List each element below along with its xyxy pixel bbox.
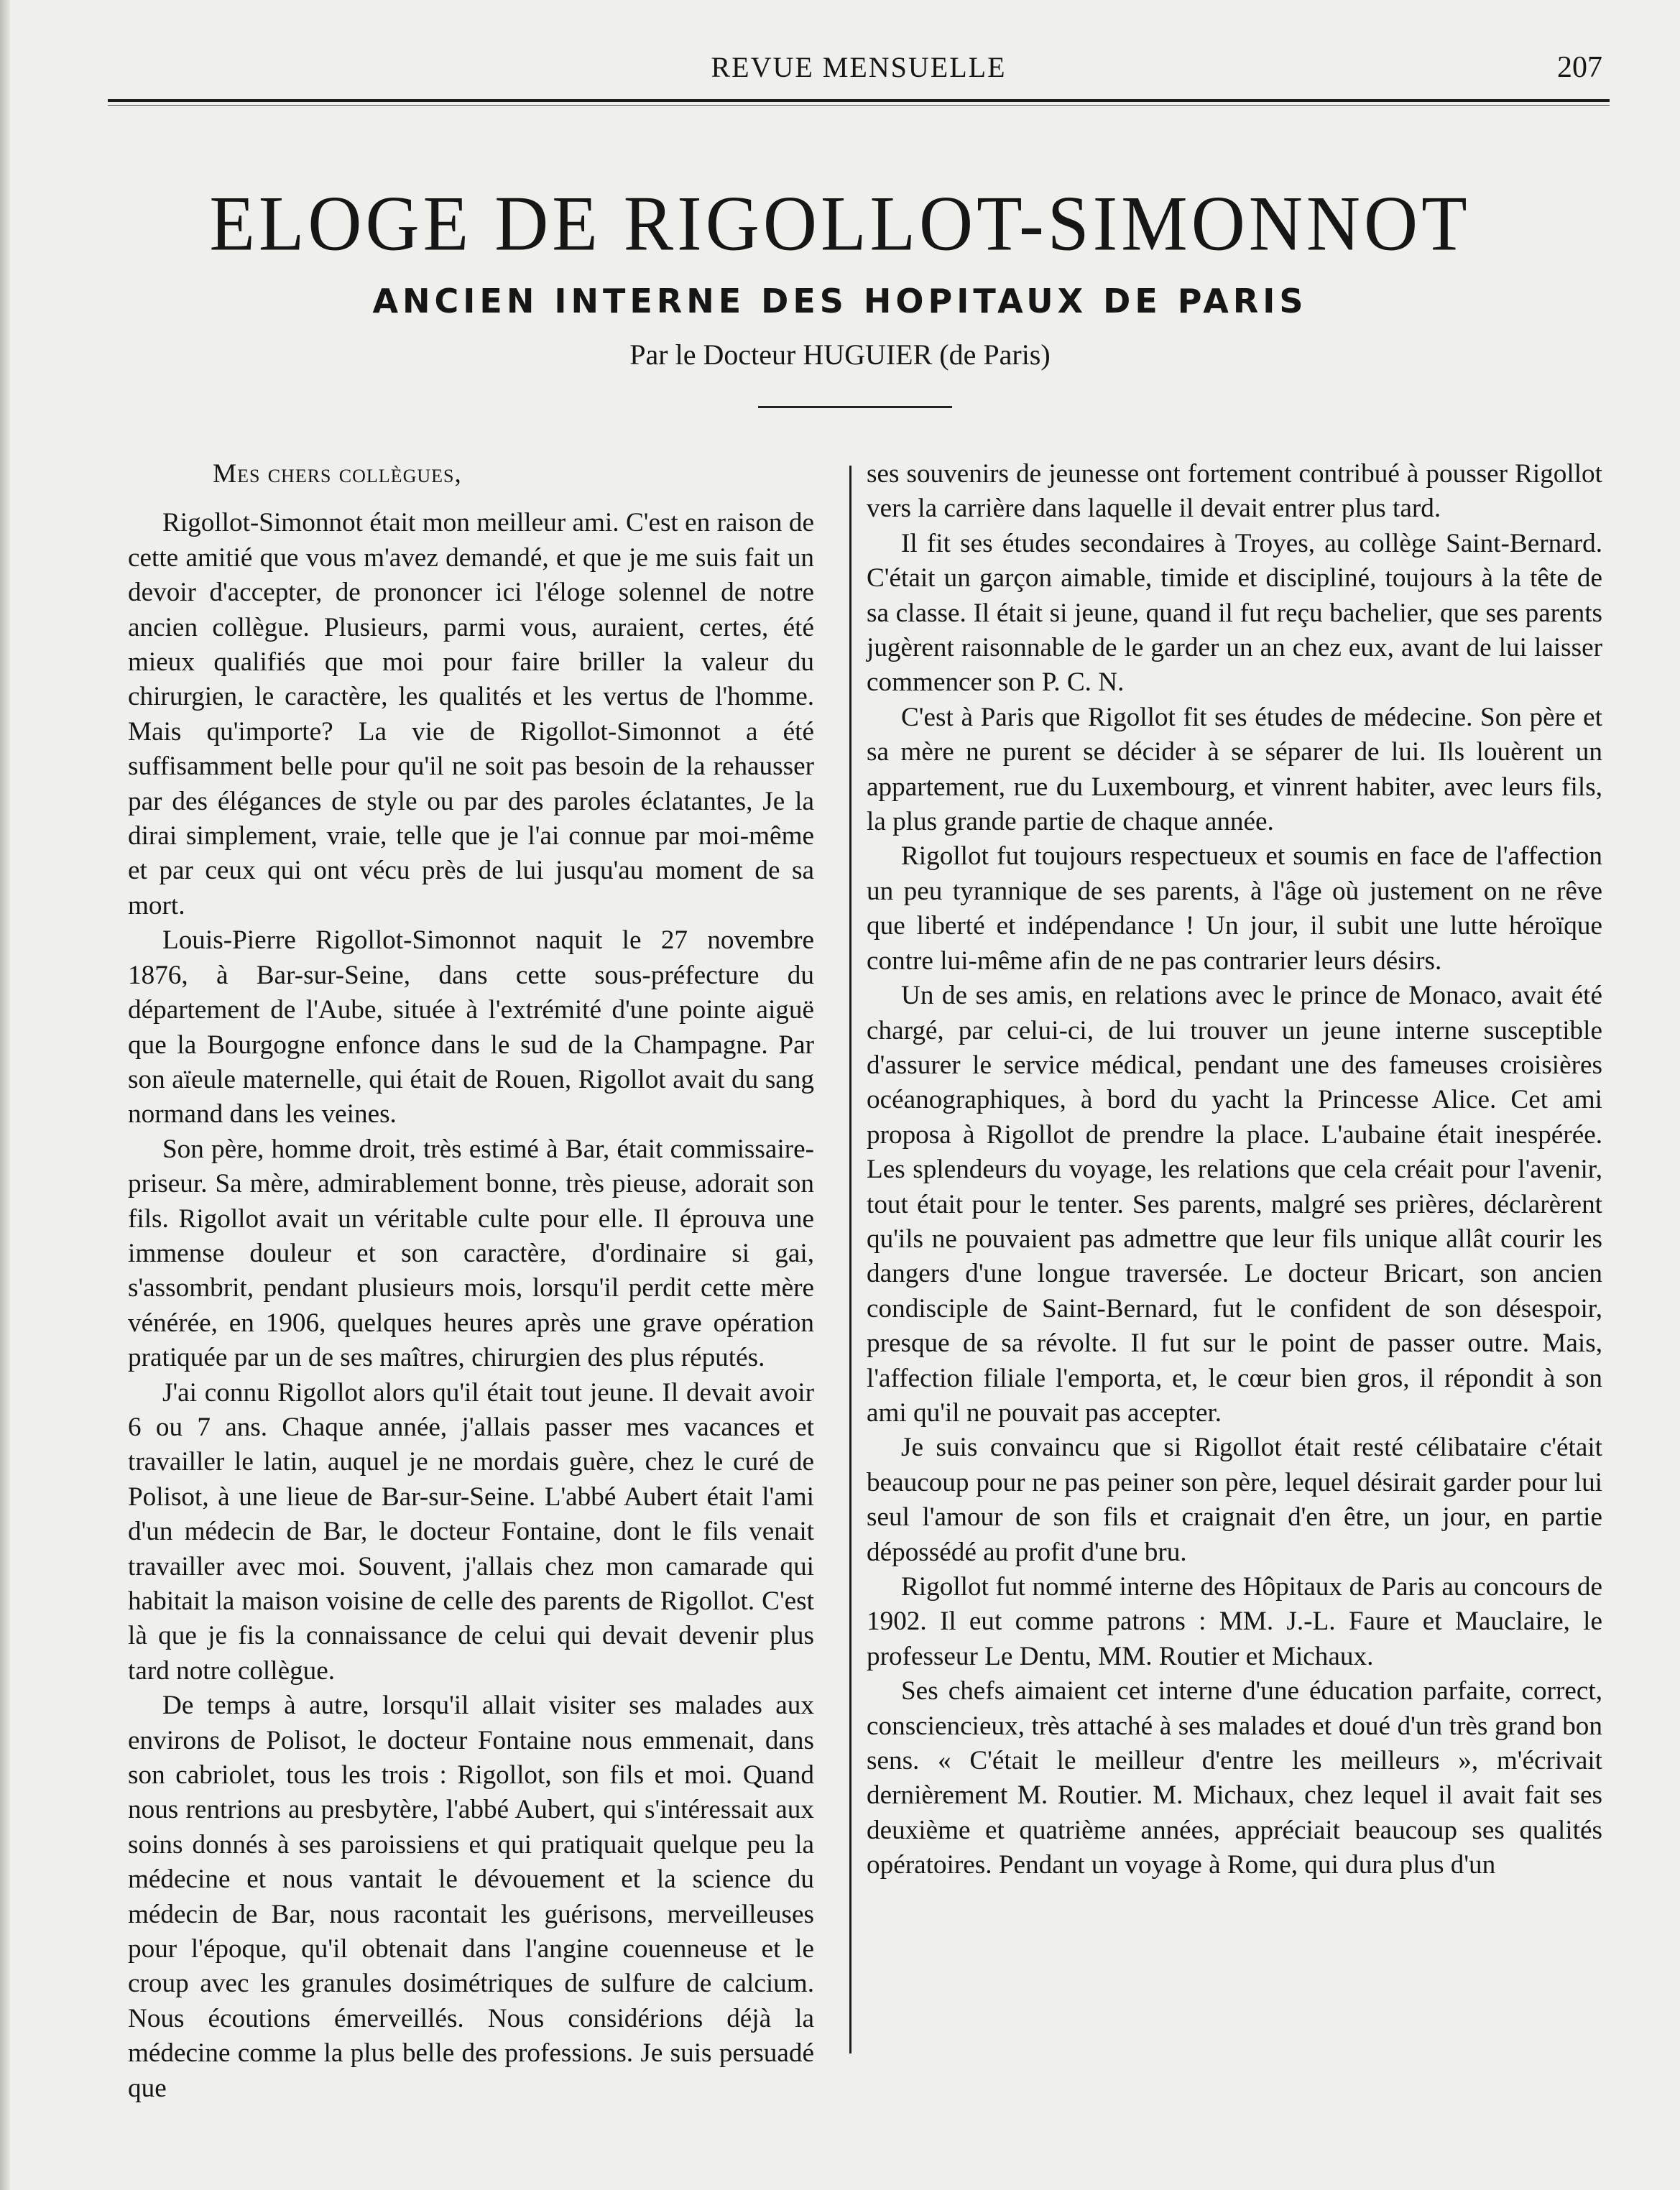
column-divider xyxy=(849,466,851,2053)
running-title: REVUE MENSUELLE xyxy=(711,51,1007,83)
article-byline: Par le Docteur HUGUIER (de Paris) xyxy=(629,338,1051,371)
article-subtitle: ANCIEN INTERNE DES HOPITAUX DE PARIS xyxy=(372,282,1308,320)
paragraph: Son père, homme droit, très estimé à Bar, était commissaire-priseur. Sa mère, admirablement bonne, très pieuse, adorait son fils. Rigollot avait un véritable culte pour elle. Il éprouva une immense douleur et son caractère, d'ordinaire si gai, s'assombrit, pendant plusieurs mois, lorsqu'il perdit cette mère vénérée, en 1906, quelques heures après une grave opération pratiquée par un de ses maîtres, chirurgien des plus réputés. xyxy=(128,1134,814,1373)
right-column xyxy=(867,457,1602,1883)
title-separator-rule xyxy=(758,406,952,408)
paragraph: Rigollot fut nommé interne des Hôpitaux de Paris au concours de 1902. Il eut comme patrons : MM. J.-L. Faure et Mauclaire, le professeur Le Dentu, MM. Routier et Michaux. xyxy=(867,1572,1602,1671)
paragraph: Rigollot fut toujours respectueux et soumis en face de l'affection un peu tyrannique de ses parents, à l'âge où justement on ne rêve que liberté et indépendance ! Un jour, il subit une lutte héroïque contre lui-même afin de ne pas contrarier leurs désirs. xyxy=(867,841,1602,976)
article-title: ELOGE DE RIGOLLOT-SIMONNOT xyxy=(209,180,1471,267)
paragraph: Il fit ses études secondaires à Troyes, au collège Saint-Bernard. C'était un garçon aimable, timide et discipliné, toujours à la tête de sa classe. Il était si jeune, quand il fut reçu bachelier, que ses parents jugèrent raisonnable de le garder un an chez eux, avant de lui laisser commencer son P. C. N. xyxy=(867,528,1602,698)
header-rule-thin xyxy=(108,105,1610,106)
page-number: 207 xyxy=(1557,51,1602,84)
paragraph: J'ai connu Rigollot alors qu'il était tout jeune. Il devait avoir 6 ou 7 ans. Chaque année, j'allais passer mes vacances et travailler le latin, auquel je ne mordais guère, chez le curé de Polisot, à une lieue de Bar-sur-Seine. L'abbé Aubert était l'ami d'un médecin de Bar, le docteur Fontaine, dont le fils venait travailler avec moi. Souvent, j'allais chez mon camarade qui habitait la maison voisine de celle des parents de Rigollot. C'est là que je fis la connaissance de celui qui devait devenir plus tard notre collègue. xyxy=(128,1377,814,1686)
paragraph: Ses chefs aimaient cet interne d'une éducation parfaite, correct, consciencieux, très attaché à ses malades et doué d'un très grand bon sens. « C'était le meilleur d'entre les meilleurs », m'écrivait dernièrement M. Routier. M. Michaux, chez lequel il avait fait ses deuxième et quatrième années, appréciait beaucoup ses qualités opératoires. Pendant un voyage à Rome, qui dura plus d'un xyxy=(867,1676,1602,1880)
paragraph-continued: ses souvenirs de jeunesse ont fortement contribué à pousser Rigollot vers la carrière dans laquelle il devait entrer plus tard. xyxy=(867,459,1602,524)
salutation: Mes chers collègues, xyxy=(213,459,462,489)
left-column xyxy=(128,457,814,2106)
paragraph: Louis-Pierre Rigollot-Simonnot naquit le 27 novembre 1876, à Bar-sur-Seine, dans cette sous-préfecture du département de l'Aube, située à l'extrémité d'une pointe aiguë que la Bourgogne enfonce dans le sud de la Champagne. Par son aïeule maternelle, qui était de Rouen, Rigollot avait du sang normand dans les veines. xyxy=(128,925,814,1129)
paragraph: Un de ses amis, en relations avec le prince de Monaco, avait été chargé, par celui-ci, de lui trouver un jeune interne susceptible d'assurer le service médical, pendant une des fameuses croisières océanographiques, à bord du yacht la Princesse Alice. Cet ami proposa à Rigollot de prendre la place. L'aubaine était inespérée. Les splendeurs du voyage, les relations que cela créait pour l'avenir, tout était pour le tenter. Ses parents, malgré ses prières, déclarèrent qu'ils ne pouvaient pas admettre que leur fils unique allât courir les dangers d'une longue traversée. Le docteur Bricart, son ancien condisciple de Saint-Bernard, fut le confident de son désespoir, presque de sa révolte. Il fut sur le point de passer outre. Mais, l'affection filiale l'emporta, et, le cœur bien gros, il répondit à son ami qu'il ne pouvait pas accepter. xyxy=(867,981,1602,1428)
paragraph: Je suis convaincu que si Rigollot était resté célibataire c'était beaucoup pour ne pas peiner son père, lequel désirait garder pour lui seul l'amour de son fils et craignait d'en être, un jour, en partie dépossédé au profit d'une bru. xyxy=(867,1433,1602,1567)
paragraph: De temps à autre, lorsqu'il allait visiter ses malades aux environs de Polisot, le docteur Fontaine nous emmenait, dans son cabriolet, tous les trois : Rigollot, son fils et moi. Quand nous rentrions au presbytère, l'abbé Aubert, qui s'intéressait aux soins donnés à ses paroissiens et qui pratiquait quelque peu la médecine et nous vantait le dévouement et la science du médecin de Bar, nous racontait les guérisons, merveilleuses pour l'époque, qu'il obtenait dans l'angine couenneuse et le croup avec les granules dosimétriques de sulfure de calcium. Nous écoutions émerveillés. Nous considérions déjà la médecine comme la plus belle des professions. Je suis persuadé que xyxy=(128,1691,814,2103)
page-edge-shadow xyxy=(0,0,10,2190)
paragraph: C'est à Paris que Rigollot fit ses études de médecine. Son père et sa mère ne purent se décider à se séparer de lui. Ils louèrent un appartement, rue du Luxembourg, et vinrent habiter, avec leurs fils, la plus grande partie de chaque année. xyxy=(867,702,1602,837)
running-head xyxy=(108,50,1610,93)
header-rule xyxy=(108,99,1610,102)
paragraph: Rigollot-Simonnot était mon meilleur ami. C'est en raison de cette amitié que vous m'avez demandé, et que je me suis fait un devoir d'accepter, de prononcer ici l'éloge solennel de notre ancien collègue. Plusieurs, parmi vous, auraient, certes, été mieux qualifiés que moi pour faire briller la valeur du chirurgien, le caractère, les qualités et les vertus de l'homme. Mais qu'importe? La vie de Rigollot-Simonnot a été suffisamment belle pour qu'il ne soit pas besoin de la rehausser par des élégances de style ou par des paroles éclatantes, Je la dirai simplement, vraie, telle que je l'ai connue par moi-même et par ceux qui ont vécu près de lui jusqu'au moment de sa mort. xyxy=(128,508,814,920)
